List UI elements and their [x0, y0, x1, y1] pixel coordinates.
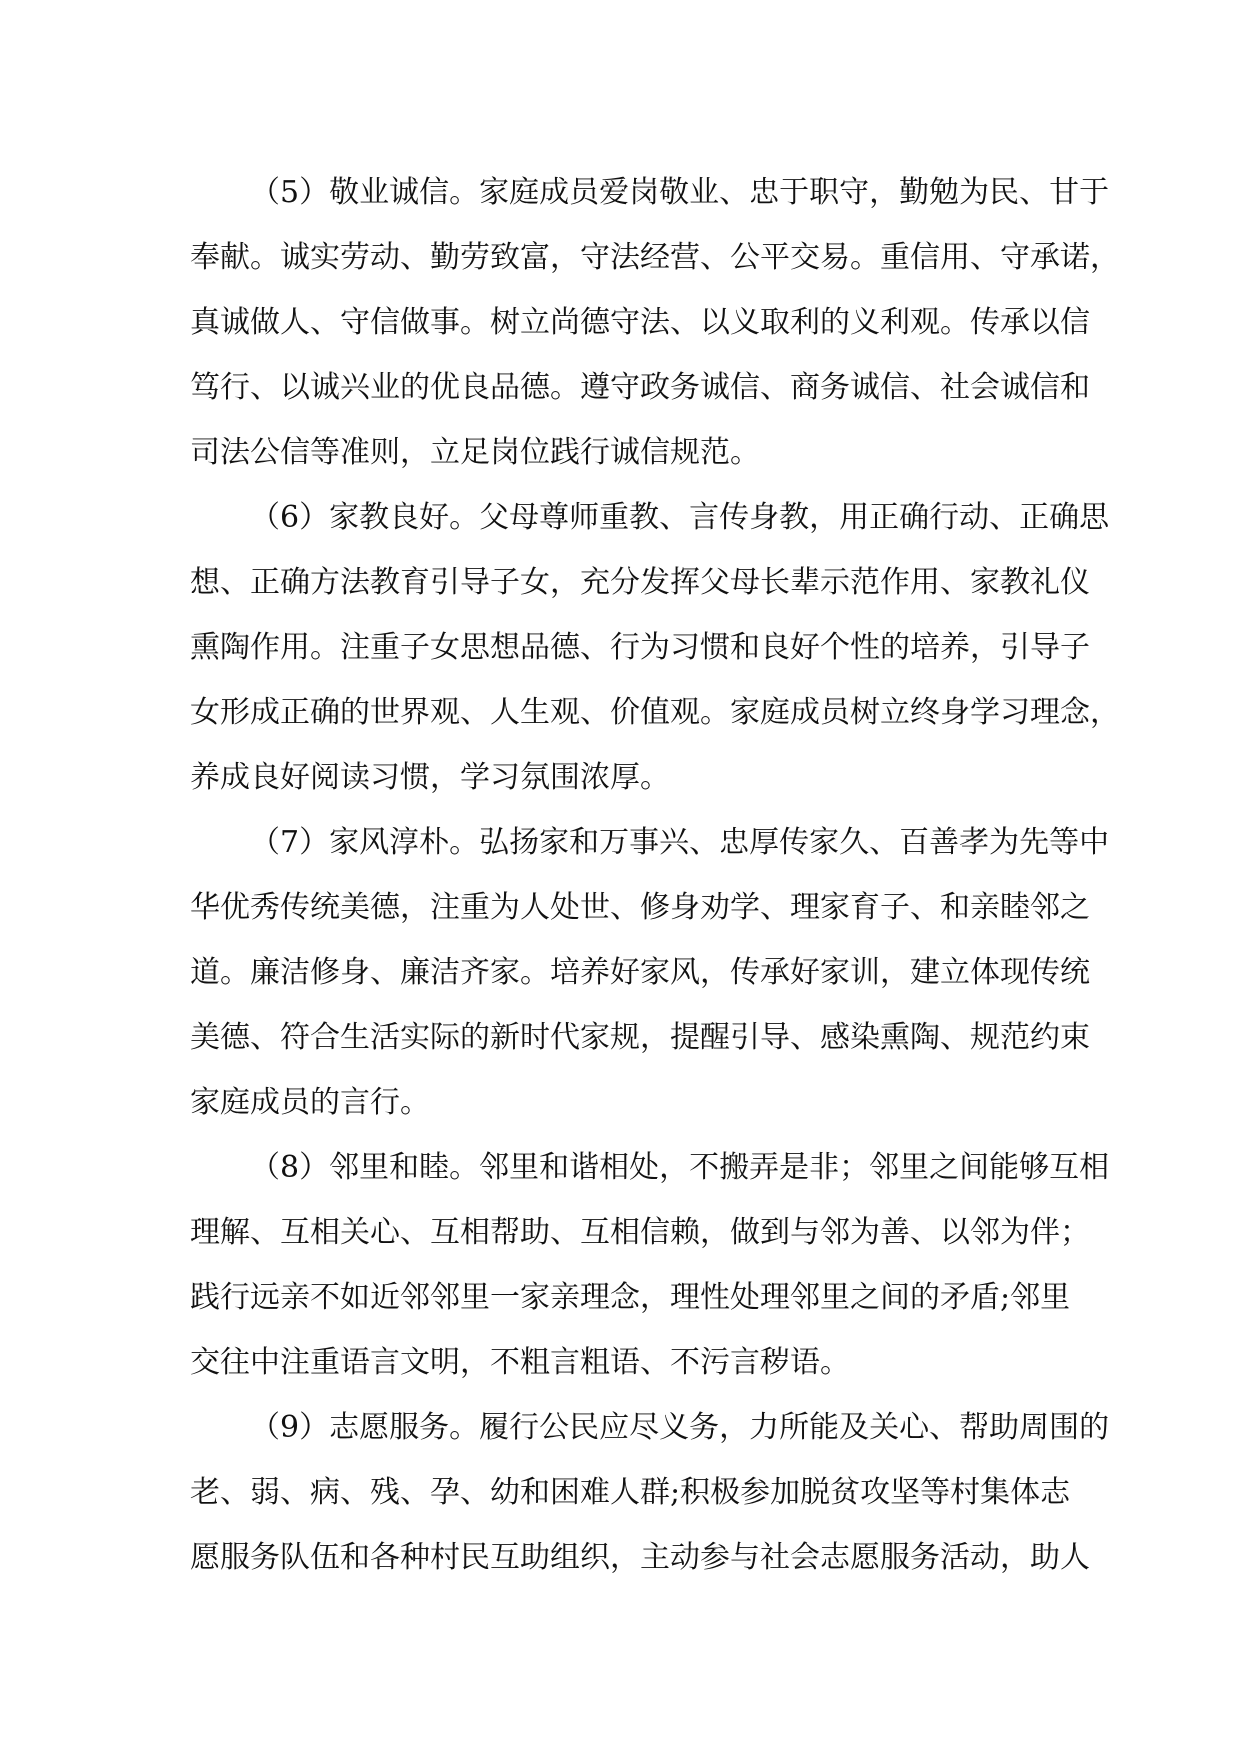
text-line: （7）家风淳朴。弘扬家和万事兴、忠厚传家久、百善孝为先等中	[250, 825, 1110, 860]
paragraph-7-family-tradition	[190, 810, 1110, 1135]
text-line: 愿服务队伍和各种村民互助组织，主动参与社会志愿服务活动，助人	[190, 1540, 1090, 1575]
paragraph-6-family-education	[190, 485, 1120, 810]
text-line: 家庭成员的言行。	[190, 1085, 430, 1120]
text-line: 熏陶作用。注重子女思想品德、行为习惯和良好个性的培养，引导子	[190, 630, 1090, 665]
text-line: 老、弱、病、残、孕、幼和困难人群;积极参加脱贫攻坚等村集体志	[190, 1475, 1071, 1510]
text-line: 养成良好阅读习惯，学习氛围浓厚。	[190, 760, 670, 795]
text-line: （6）家教良好。父母尊师重教、言传身教，用正确行动、正确思	[250, 500, 1110, 535]
text-line: 司法公信等准则，立足岗位践行诚信规范。	[190, 435, 760, 470]
text-line: 笃行、以诚兴业的优良品德。遵守政务诚信、商务诚信、社会诚信和	[190, 370, 1090, 405]
paragraph-8-neighborly-harmony	[190, 1135, 1110, 1395]
text-line: 真诚做人、守信做事。树立尚德守法、以义取利的义利观。传承以信	[190, 305, 1090, 340]
text-line: 奉献。诚实劳动、勤劳致富，守法经营、公平交易。重信用、守承诺，	[190, 240, 1120, 275]
document-body	[190, 160, 1120, 1590]
paragraph-9-volunteer-service	[190, 1395, 1110, 1590]
text-line: 理解、互相关心、互相帮助、互相信赖，做到与邻为善、以邻为伴；	[190, 1215, 1090, 1250]
text-line: 践行远亲不如近邻邻里一家亲理念，理性处理邻里之间的矛盾;邻里	[190, 1280, 1071, 1315]
text-line: 华优秀传统美德，注重为人处世、修身劝学、理家育子、和亲睦邻之	[190, 890, 1090, 925]
text-line: 女形成正确的世界观、人生观、价值观。家庭成员树立终身学习理念，	[190, 695, 1120, 730]
paragraph-5-dedication-integrity	[190, 160, 1120, 485]
text-line: （9）志愿服务。履行公民应尽义务，力所能及关心、帮助周围的	[250, 1410, 1110, 1445]
text-line: 道。廉洁修身、廉洁齐家。培养好家风，传承好家训，建立体现传统	[190, 955, 1090, 990]
text-line: 交往中注重语言文明，不粗言粗语、不污言秽语。	[190, 1345, 850, 1380]
text-line: （8）邻里和睦。邻里和谐相处，不搬弄是非；邻里之间能够互相	[250, 1150, 1110, 1185]
text-line: （5）敬业诚信。家庭成员爱岗敬业、忠于职守，勤勉为民、甘于	[250, 175, 1110, 210]
text-line: 美德、符合生活实际的新时代家规，提醒引导、感染熏陶、规范约束	[190, 1020, 1090, 1055]
text-line: 想、正确方法教育引导子女，充分发挥父母长辈示范作用、家教礼仪	[190, 565, 1090, 600]
